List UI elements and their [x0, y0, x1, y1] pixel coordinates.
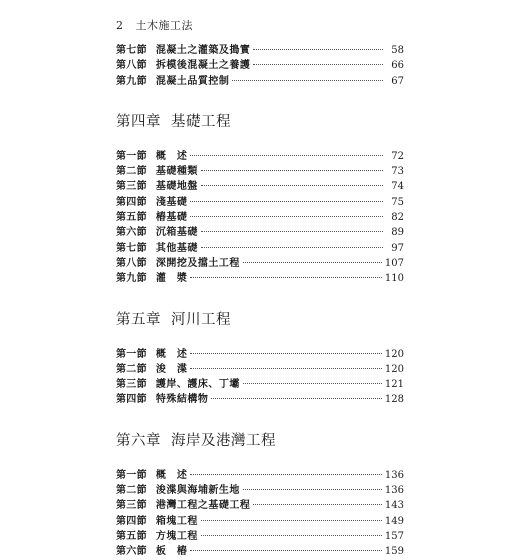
spacer — [116, 287, 404, 310]
page-ref: 97 — [391, 242, 404, 254]
section-title: 樁基礎 — [155, 212, 188, 224]
section-title: 其他基礎 — [155, 242, 198, 254]
running-header — [116, 17, 193, 33]
page-ref: 74 — [391, 181, 404, 193]
page-ref: 82 — [391, 212, 404, 224]
section-title: 特殊結構物 — [155, 394, 209, 406]
dot-leader — [201, 230, 383, 232]
dot-leader — [253, 503, 382, 505]
section-title: 基礎地盤 — [155, 181, 198, 193]
section-number: 第五節 — [116, 212, 147, 224]
toc-entry — [116, 164, 404, 179]
section-number: 第三節 — [116, 181, 147, 193]
toc-entry — [116, 392, 404, 407]
page-ref: 128 — [384, 394, 404, 406]
toc-entry — [116, 241, 404, 256]
section-title: 拆模後混凝土之養護 — [155, 60, 251, 72]
toc-entry — [116, 58, 404, 73]
section-number: 第六節 — [116, 227, 147, 239]
section-title: 混凝土之灌築及搗實 — [155, 45, 251, 56]
toc-entry — [116, 256, 404, 271]
section-number: 第一節 — [116, 150, 147, 162]
dot-leader — [243, 488, 382, 490]
toc-entry — [116, 225, 404, 240]
dot-leader — [232, 79, 383, 81]
page-ref: 66 — [391, 60, 404, 72]
dot-leader — [243, 382, 382, 384]
dot-leader — [190, 154, 383, 156]
page-ref: 110 — [384, 273, 404, 285]
section-title: 概 述 — [155, 469, 188, 481]
section-number: 第五節 — [116, 530, 147, 542]
dot-leader — [201, 169, 383, 171]
dot-leader — [201, 246, 383, 248]
chapter-number: 第四章 — [116, 113, 161, 130]
toc-entry — [116, 498, 404, 513]
section-number: 第二節 — [116, 485, 147, 497]
toc-entry — [116, 43, 404, 58]
dot-leader — [201, 534, 382, 536]
table-of-contents — [116, 43, 404, 560]
section-number: 第四節 — [116, 394, 147, 406]
section-number: 第一節 — [116, 348, 147, 360]
spacer — [116, 408, 404, 431]
page-ref: 121 — [384, 379, 404, 391]
spacer — [116, 330, 404, 347]
toc-entry — [116, 544, 404, 559]
toc-entry — [116, 468, 404, 483]
dot-leader — [190, 549, 382, 551]
page-ref: 143 — [384, 500, 404, 512]
dot-leader — [190, 352, 382, 354]
section-number: 第八節 — [116, 257, 147, 269]
section-title: 方塊工程 — [155, 530, 198, 542]
page-ref: 58 — [391, 45, 404, 56]
page-ref: 136 — [384, 485, 404, 497]
dot-leader — [190, 473, 382, 475]
section-number: 第二節 — [116, 166, 147, 178]
page-ref: 120 — [384, 348, 404, 360]
section-title: 板 樁 — [155, 546, 188, 558]
section-title: 概 述 — [155, 348, 188, 360]
dot-leader — [201, 184, 383, 186]
dot-leader — [253, 63, 383, 65]
section-title: 沉箱基礎 — [155, 227, 198, 239]
chapter-name: 基礎工程 — [171, 113, 231, 130]
section-number: 第二節 — [116, 363, 147, 375]
section-number: 第四節 — [116, 515, 147, 527]
section-number: 第六節 — [116, 546, 147, 558]
page-ref: 75 — [391, 196, 404, 208]
chapter-name: 河川工程 — [171, 311, 231, 328]
page-ref: 107 — [384, 257, 404, 269]
toc-entry — [116, 179, 404, 194]
dot-leader — [253, 48, 383, 50]
toc-entry — [116, 210, 404, 225]
section-title: 深開挖及擋土工程 — [155, 257, 240, 269]
toc-entry — [116, 195, 404, 210]
spacer — [116, 89, 404, 112]
page-number: 2 — [116, 19, 124, 32]
toc-entry — [116, 362, 404, 377]
dot-leader — [201, 519, 382, 521]
section-title: 護岸、護床、丁壩 — [155, 379, 240, 391]
toc-entry — [116, 483, 404, 498]
section-title: 灌 漿 — [155, 273, 188, 285]
toc-entry — [116, 74, 404, 89]
chapter-number: 第五章 — [116, 311, 161, 328]
section-title: 浚 渫 — [155, 363, 188, 375]
dot-leader — [243, 261, 382, 263]
dot-leader — [190, 215, 383, 217]
page-ref: 73 — [391, 166, 404, 178]
page-ref: 120 — [384, 363, 404, 375]
toc-entry — [116, 514, 404, 529]
spacer — [116, 132, 404, 149]
section-number: 第四節 — [116, 196, 147, 208]
page-ref: 67 — [391, 75, 404, 87]
dot-leader — [190, 276, 382, 278]
dot-leader — [190, 367, 382, 369]
page-ref: 89 — [391, 227, 404, 239]
section-number: 第一節 — [116, 469, 147, 481]
page-ref: 149 — [384, 515, 404, 527]
section-title: 概 述 — [155, 150, 188, 162]
section-number: 第三節 — [116, 500, 147, 512]
chapter-heading — [116, 310, 404, 330]
section-number: 第七節 — [116, 242, 147, 254]
section-title: 港灣工程之基礎工程 — [155, 500, 251, 512]
book-title: 土木施工法 — [135, 19, 193, 32]
page-ref: 159 — [384, 546, 404, 558]
section-number: 第八節 — [116, 60, 147, 72]
dot-leader — [190, 200, 383, 202]
toc-entry — [116, 347, 404, 362]
dot-leader — [211, 397, 382, 399]
toc-entry — [116, 149, 404, 164]
toc-entry — [116, 529, 404, 544]
section-title: 箱塊工程 — [155, 515, 198, 527]
section-number: 第九節 — [116, 75, 147, 87]
section-number: 第七節 — [116, 45, 147, 56]
section-title: 淺基礎 — [155, 196, 188, 208]
spacer — [116, 451, 404, 468]
section-number: 第三節 — [116, 379, 147, 391]
chapter-name: 海岸及港灣工程 — [171, 432, 276, 449]
section-title: 浚渫與海埔新生地 — [155, 485, 240, 497]
chapter-heading — [116, 112, 404, 132]
section-title: 基礎種類 — [155, 166, 198, 178]
page-ref: 136 — [384, 469, 404, 481]
section-title: 混凝土品質控制 — [155, 75, 230, 87]
page-ref: 72 — [391, 150, 404, 162]
toc-entry — [116, 271, 404, 286]
chapter-number: 第六章 — [116, 432, 161, 449]
section-number: 第九節 — [116, 273, 147, 285]
page-ref: 157 — [384, 530, 404, 542]
toc-entry — [116, 377, 404, 392]
chapter-heading — [116, 431, 404, 451]
